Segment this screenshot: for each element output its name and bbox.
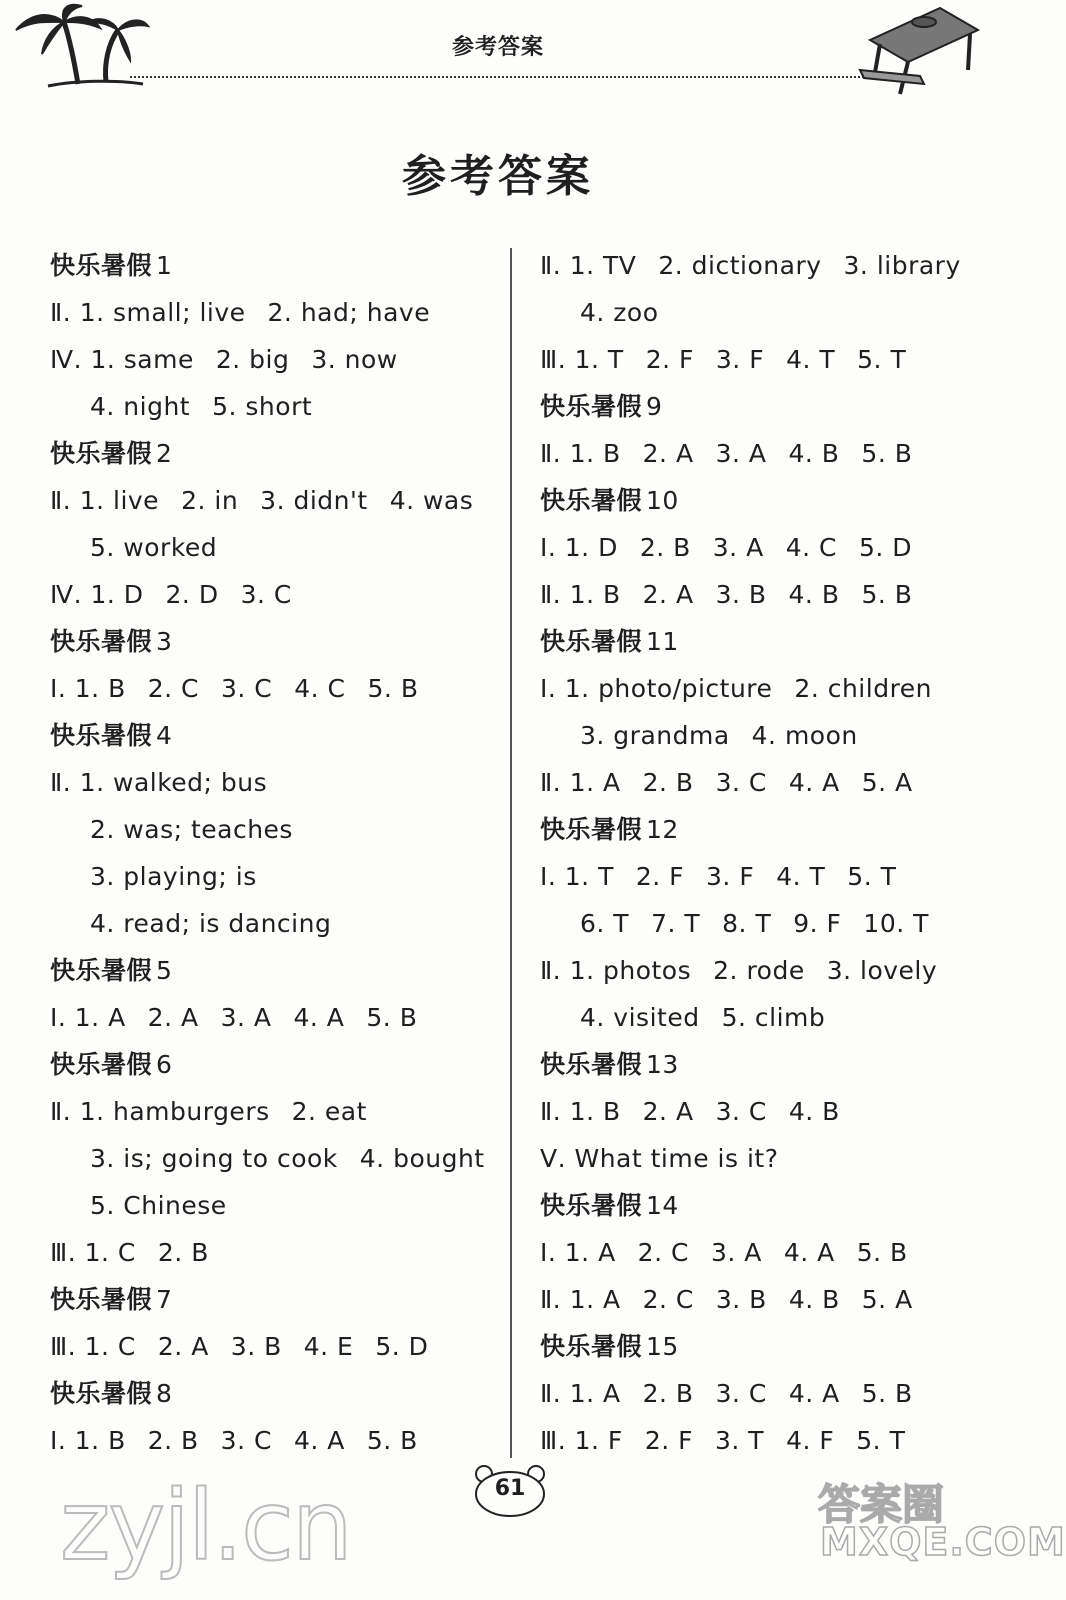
lesson-heading-label: 快乐暑假 — [540, 1332, 643, 1361]
answer-item: 3. F — [715, 345, 765, 374]
lesson-heading — [540, 383, 980, 430]
answer-item: 5. Chinese — [90, 1191, 227, 1220]
lesson-heading-number: 4 — [156, 721, 173, 750]
answer-item: 2. B — [642, 1379, 694, 1408]
answer-line — [540, 1370, 980, 1417]
lesson-heading-number: 11 — [646, 627, 679, 656]
answer-line — [540, 289, 980, 336]
lesson-heading-number: 9 — [646, 392, 663, 421]
answer-item: Ⅳ. 1. D — [50, 580, 144, 609]
answer-item: 4. visited — [580, 1003, 700, 1032]
answer-item: 2. B — [157, 1238, 209, 1267]
answer-item: 3. playing; is — [90, 862, 257, 891]
answer-line — [50, 383, 490, 430]
answer-item: 5. B — [366, 1003, 418, 1032]
answer-item: Ⅰ. 1. A — [50, 1003, 126, 1032]
answer-item: 4. zoo — [580, 298, 659, 327]
picnic-table-icon — [860, 0, 980, 100]
answer-item: 5. T — [856, 1426, 906, 1455]
answer-line — [540, 1088, 980, 1135]
answer-item: 3. T — [715, 1426, 765, 1455]
answer-line — [50, 759, 490, 806]
answer-item: Ⅰ. 1. A — [540, 1238, 616, 1267]
answer-item: 2. C — [147, 674, 199, 703]
answer-line — [540, 759, 980, 806]
answer-item: 5. A — [861, 1285, 913, 1314]
answers-right-column — [540, 242, 980, 1464]
answer-item: 5. B — [366, 1426, 418, 1455]
answer-item: 2. B — [642, 768, 694, 797]
answer-item: Ⅲ. 1. F — [540, 1426, 623, 1455]
answer-item: 2. was; teaches — [90, 815, 293, 844]
answer-item: 3. C — [715, 1097, 767, 1126]
answer-item: 2. children — [794, 674, 933, 703]
answer-line — [50, 1182, 490, 1229]
answer-item: 3. C — [715, 1379, 767, 1408]
answer-item: Ⅱ. 1. photos — [540, 956, 692, 985]
answer-item: 10. T — [863, 909, 929, 938]
answer-item: 4. A — [788, 1379, 840, 1408]
answer-item: 3. grandma — [580, 721, 730, 750]
lesson-heading — [540, 806, 980, 853]
answer-item: 5. climb — [721, 1003, 826, 1032]
answer-line — [50, 1229, 490, 1276]
answer-item: Ⅴ. What time is it? — [540, 1144, 779, 1173]
watermark-left: zyjl.cn — [60, 1470, 351, 1582]
answer-item: 2. A — [642, 580, 694, 609]
answer-item: 4. C — [294, 674, 346, 703]
lesson-heading-label: 快乐暑假 — [540, 392, 643, 421]
answer-item: 3. F — [706, 862, 755, 891]
lesson-heading — [50, 618, 490, 665]
page-header — [0, 0, 996, 110]
page-number — [470, 1462, 550, 1518]
answer-item: 2. A — [642, 1097, 694, 1126]
watermark-right: MXQE.COM — [820, 1520, 1066, 1564]
answer-item: 4. B — [788, 580, 840, 609]
answer-item: 5. A — [861, 768, 913, 797]
answer-line — [50, 806, 490, 853]
answer-item: Ⅱ. 1. A — [540, 768, 621, 797]
lesson-heading-label: 快乐暑假 — [50, 1379, 153, 1408]
lesson-heading-label: 快乐暑假 — [50, 956, 153, 985]
answer-item: 2. in — [181, 486, 239, 515]
answer-item: 2. C — [637, 1238, 689, 1267]
answer-item: 3. C — [220, 674, 273, 703]
answer-item: 3. B — [715, 1285, 767, 1314]
lesson-heading-label: 快乐暑假 — [540, 815, 643, 844]
answer-item: 4. moon — [751, 721, 858, 750]
lesson-heading-label: 快乐暑假 — [540, 1050, 643, 1079]
lesson-heading — [50, 1370, 490, 1417]
answer-line — [50, 1088, 490, 1135]
answer-line — [50, 900, 490, 947]
answer-line — [50, 853, 490, 900]
answer-item: Ⅱ. 1. B — [540, 580, 621, 609]
answer-item: Ⅱ. 1. A — [540, 1285, 621, 1314]
answer-item: 3. B — [715, 580, 767, 609]
answer-line — [50, 477, 490, 524]
answer-line — [50, 1417, 490, 1464]
lesson-heading-number: 12 — [646, 815, 679, 844]
lesson-heading-number: 13 — [646, 1050, 679, 1079]
answer-item: 4. bought — [359, 1144, 485, 1173]
answer-item: Ⅲ. 1. C — [50, 1238, 136, 1267]
answer-item: 3. C — [220, 1426, 272, 1455]
answer-line — [50, 289, 490, 336]
answer-item: Ⅱ. 1. small; live — [50, 298, 246, 327]
answer-item: 4. T — [776, 862, 826, 891]
answer-item: 7. T — [651, 909, 701, 938]
answer-line — [50, 665, 490, 712]
lesson-heading-label: 快乐暑假 — [50, 721, 153, 750]
answer-line — [540, 853, 980, 900]
answer-line — [50, 994, 490, 1041]
answer-item: 3. A — [712, 533, 764, 562]
answer-item: 2. F — [644, 1426, 693, 1455]
answer-line — [540, 1135, 980, 1182]
answer-item: 5. short — [212, 392, 313, 421]
answer-item: 3. A — [710, 1238, 762, 1267]
answer-item: 2. A — [147, 1003, 199, 1032]
lesson-heading — [50, 1276, 490, 1323]
answer-item: Ⅰ. 1. D — [540, 533, 618, 562]
answer-item: Ⅰ. 1. photo/picture — [540, 674, 773, 703]
lesson-heading-number: 14 — [646, 1191, 679, 1220]
column-divider — [510, 248, 512, 1458]
answer-item: 2. C — [642, 1285, 694, 1314]
answer-item: Ⅱ. 1. A — [540, 1379, 621, 1408]
lesson-heading — [50, 947, 490, 994]
answer-item: 3. C — [240, 580, 292, 609]
answer-item: 3. didn't — [260, 486, 368, 515]
answer-item: 4. A — [783, 1238, 835, 1267]
answer-item: 4. E — [303, 1332, 354, 1361]
answer-item: Ⅱ. 1. TV — [540, 251, 637, 280]
answer-item: Ⅱ. 1. hamburgers — [50, 1097, 270, 1126]
answer-item: 5. B — [856, 1238, 908, 1267]
lesson-heading — [540, 1182, 980, 1229]
answer-item: 8. T — [722, 909, 772, 938]
answer-item: Ⅱ. 1. live — [50, 486, 160, 515]
answer-item: 4. T — [786, 345, 836, 374]
answer-item: 3. is; going to cook — [90, 1144, 338, 1173]
answer-item: 9. F — [793, 909, 842, 938]
answer-line — [50, 571, 490, 618]
lesson-heading-number: 6 — [156, 1050, 173, 1079]
answer-item: 4. was — [389, 486, 474, 515]
answer-item: 5. B — [861, 1379, 913, 1408]
answer-item: Ⅰ. 1. B — [50, 674, 126, 703]
lesson-heading-number: 1 — [156, 251, 173, 280]
answer-line — [50, 1323, 490, 1370]
answer-item: 2. rode — [713, 956, 805, 985]
answer-line — [540, 336, 980, 383]
page-number-text: 61 — [494, 1476, 526, 1501]
answer-line — [540, 242, 980, 289]
answer-item: 3. A — [715, 439, 767, 468]
answer-line — [50, 1135, 490, 1182]
answer-item: 5. T — [847, 862, 897, 891]
lesson-heading — [540, 477, 980, 524]
lesson-heading — [50, 1041, 490, 1088]
answer-item: 2. A — [642, 439, 694, 468]
answer-item: 4. C — [785, 533, 837, 562]
lesson-heading-number: 5 — [156, 956, 173, 985]
lesson-heading-label: 快乐暑假 — [50, 251, 153, 280]
lesson-heading-label: 快乐暑假 — [50, 1285, 153, 1314]
answer-line — [540, 665, 980, 712]
lesson-heading-label: 快乐暑假 — [540, 486, 643, 515]
answer-item: Ⅱ. 1. walked; bus — [50, 768, 268, 797]
lesson-heading-label: 快乐暑假 — [50, 439, 153, 468]
lesson-heading-label: 快乐暑假 — [540, 1191, 643, 1220]
lesson-heading — [540, 1041, 980, 1088]
lesson-heading — [50, 242, 490, 289]
answer-line — [540, 1417, 980, 1464]
answer-item: 5. B — [861, 439, 913, 468]
lesson-heading — [540, 618, 980, 665]
answer-line — [540, 430, 980, 477]
answer-item: 2. A — [157, 1332, 209, 1361]
answer-item: 4. A — [293, 1426, 345, 1455]
answer-item: 2. had; have — [267, 298, 431, 327]
answer-item: 3. B — [230, 1332, 282, 1361]
answer-item: Ⅱ. 1. B — [540, 439, 621, 468]
answer-item: 5. D — [375, 1332, 429, 1361]
lesson-heading — [50, 712, 490, 759]
answer-line — [540, 994, 980, 1041]
answer-item: 6. T — [580, 909, 630, 938]
lesson-heading-label: 快乐暑假 — [50, 627, 153, 656]
answer-item: 5. B — [861, 580, 913, 609]
lesson-heading — [50, 430, 490, 477]
answer-line — [540, 524, 980, 571]
lesson-heading-number: 2 — [156, 439, 173, 468]
answer-item: 4. B — [788, 1285, 840, 1314]
answer-item: Ⅱ. 1. B — [540, 1097, 621, 1126]
answer-item: 2. D — [165, 580, 219, 609]
answer-item: 3. C — [715, 768, 767, 797]
answer-item: 2. F — [635, 862, 685, 891]
answer-line — [540, 1229, 980, 1276]
answer-item: Ⅲ. 1. C — [50, 1332, 136, 1361]
answer-item: 5. worked — [90, 533, 218, 562]
lesson-heading — [540, 1323, 980, 1370]
header-dotted-rule — [130, 76, 908, 78]
header-title: 参考答案 — [451, 35, 544, 60]
lesson-heading-label: 快乐暑假 — [540, 627, 643, 656]
lesson-heading-number: 3 — [156, 627, 173, 656]
answer-item: 5. D — [858, 533, 913, 562]
answer-line — [50, 336, 490, 383]
answer-item: 4. read; is dancing — [90, 909, 332, 938]
answer-item: 4. B — [788, 439, 840, 468]
lesson-heading-label: 快乐暑假 — [50, 1050, 153, 1079]
page-title: 参考答案 — [402, 151, 594, 202]
answer-line — [540, 712, 980, 759]
answer-item: 5. B — [367, 674, 419, 703]
answer-item: 3. library — [843, 251, 961, 280]
lesson-heading-number: 15 — [646, 1332, 679, 1361]
answer-item: 3. lovely — [826, 956, 938, 985]
answer-item: 2. dictionary — [658, 251, 822, 280]
lesson-heading-number: 8 — [156, 1379, 173, 1408]
answer-item: 2. B — [147, 1426, 199, 1455]
answer-item: 3. now — [311, 345, 398, 374]
answer-line — [50, 524, 490, 571]
answer-line — [540, 947, 980, 994]
watermark-right-cn: 答案圈 — [818, 1480, 945, 1529]
answer-item: Ⅰ. 1. T — [540, 862, 614, 891]
answer-item: 3. A — [220, 1003, 272, 1032]
answer-item: 4. F — [786, 1426, 835, 1455]
answers-left-column — [50, 242, 490, 1464]
lesson-heading-number: 7 — [156, 1285, 173, 1314]
answer-item: Ⅲ. 1. T — [540, 345, 624, 374]
answer-item: 4. B — [788, 1097, 840, 1126]
answer-item: Ⅰ. 1. B — [50, 1426, 126, 1455]
answer-item: 4. A — [293, 1003, 345, 1032]
answer-item: 2. B — [639, 533, 691, 562]
answer-item: Ⅳ. 1. same — [50, 345, 194, 374]
answer-item: 4. night — [90, 392, 191, 421]
answer-line — [540, 1276, 980, 1323]
answer-item: 2. F — [645, 345, 694, 374]
answer-line — [540, 571, 980, 618]
answer-item: 4. A — [788, 768, 840, 797]
answer-line — [540, 900, 980, 947]
answer-item: 2. big — [215, 345, 290, 374]
answer-item: 5. T — [857, 345, 907, 374]
answer-item: 2. eat — [291, 1097, 367, 1126]
lesson-heading-number: 10 — [646, 486, 679, 515]
